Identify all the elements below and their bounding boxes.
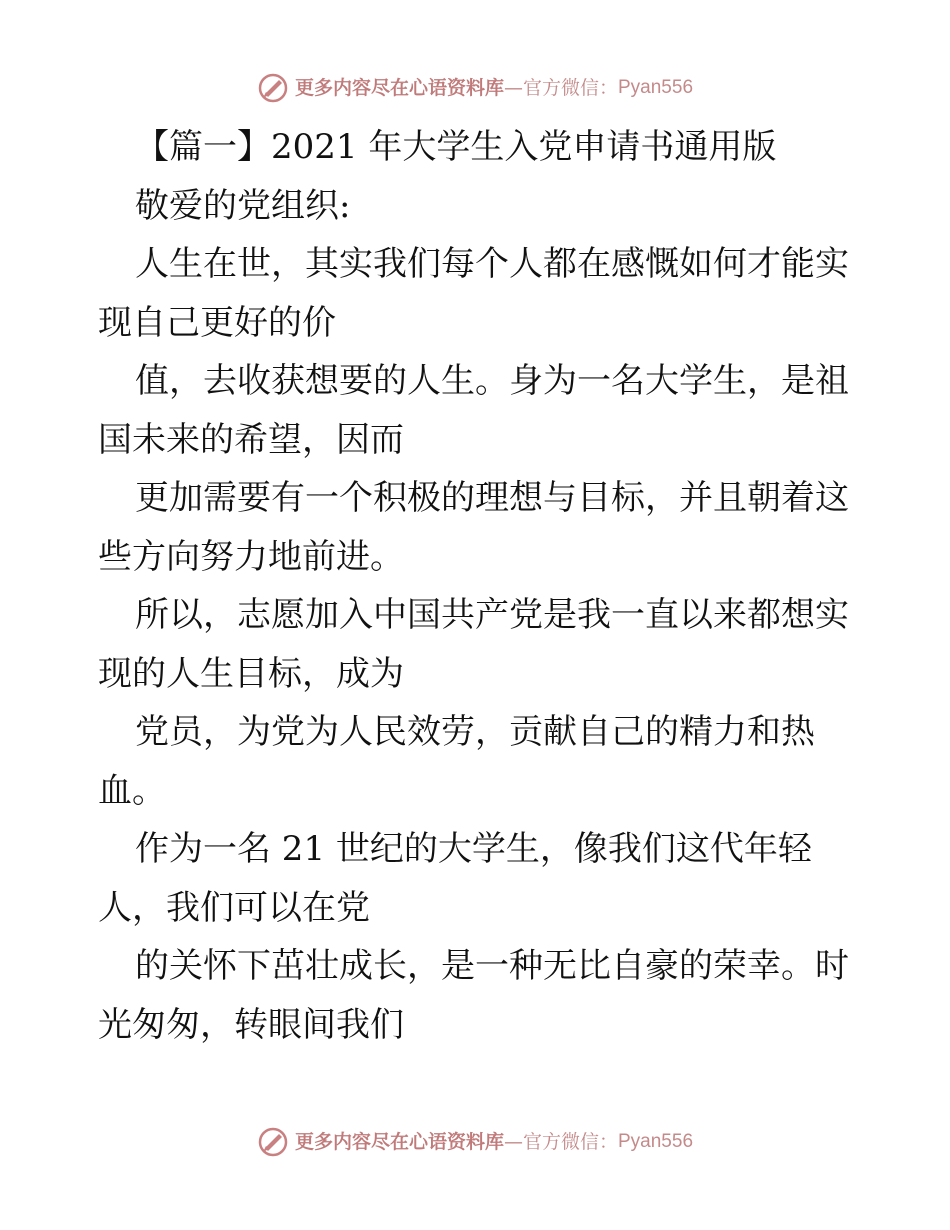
text-line: 现的人生目标，成为 bbox=[98, 653, 404, 694]
text-line: 党员，为党为人民效劳，贡献自己的精力和热 bbox=[135, 712, 815, 752]
text-line: 光匆匆，转眼间我们 bbox=[98, 1004, 404, 1045]
logo-seal-icon bbox=[257, 72, 289, 104]
watermark-wechat-id: Pyan556 bbox=[618, 1131, 694, 1152]
watermark-main-text: 更多内容尽在心语资料库 bbox=[294, 77, 504, 99]
watermark-wechat-id: Pyan556 bbox=[618, 77, 694, 98]
salutation: 敬爱的党组织: bbox=[135, 185, 351, 226]
text-line: 现自己更好的价 bbox=[98, 302, 336, 343]
text-line: 更加需要有一个积极的理想与目标，并且朝着这 bbox=[135, 478, 849, 518]
text-line: 人生在世，其实我们每个人都在感慨如何才能实 bbox=[135, 244, 849, 284]
watermark-dash: — bbox=[503, 1131, 523, 1153]
document-title: 【篇一】2021 年大学生入党申请书通用版 bbox=[135, 127, 777, 167]
text-line: 国未来的希望，因而 bbox=[98, 419, 404, 460]
watermark-dash: — bbox=[503, 77, 523, 99]
text-line: 所以，志愿加入中国共产党是我一直以来都想实 bbox=[135, 595, 849, 635]
header-watermark bbox=[0, 72, 950, 104]
watermark-wechat-label: 官方微信： bbox=[522, 77, 618, 99]
text-line: 作为一名 21 世纪的大学生，像我们这代年轻 bbox=[135, 829, 812, 869]
watermark-main-text: 更多内容尽在心语资料库 bbox=[294, 1131, 504, 1153]
text-line: 血。 bbox=[98, 770, 166, 811]
document-body bbox=[98, 118, 858, 1054]
text-line: 值，去收获想要的人生。身为一名大学生，是祖 bbox=[135, 361, 849, 401]
text-line: 人，我们可以在党 bbox=[98, 887, 370, 928]
paragraph-lines bbox=[98, 235, 858, 1054]
footer-watermark bbox=[0, 1126, 950, 1158]
text-line: 的关怀下茁壮成长，是一种无比自豪的荣幸。时 bbox=[135, 946, 849, 986]
logo-seal-icon bbox=[257, 1126, 289, 1158]
text-line: 些方向努力地前进。 bbox=[98, 536, 404, 577]
watermark-wechat-label: 官方微信： bbox=[522, 1131, 618, 1153]
